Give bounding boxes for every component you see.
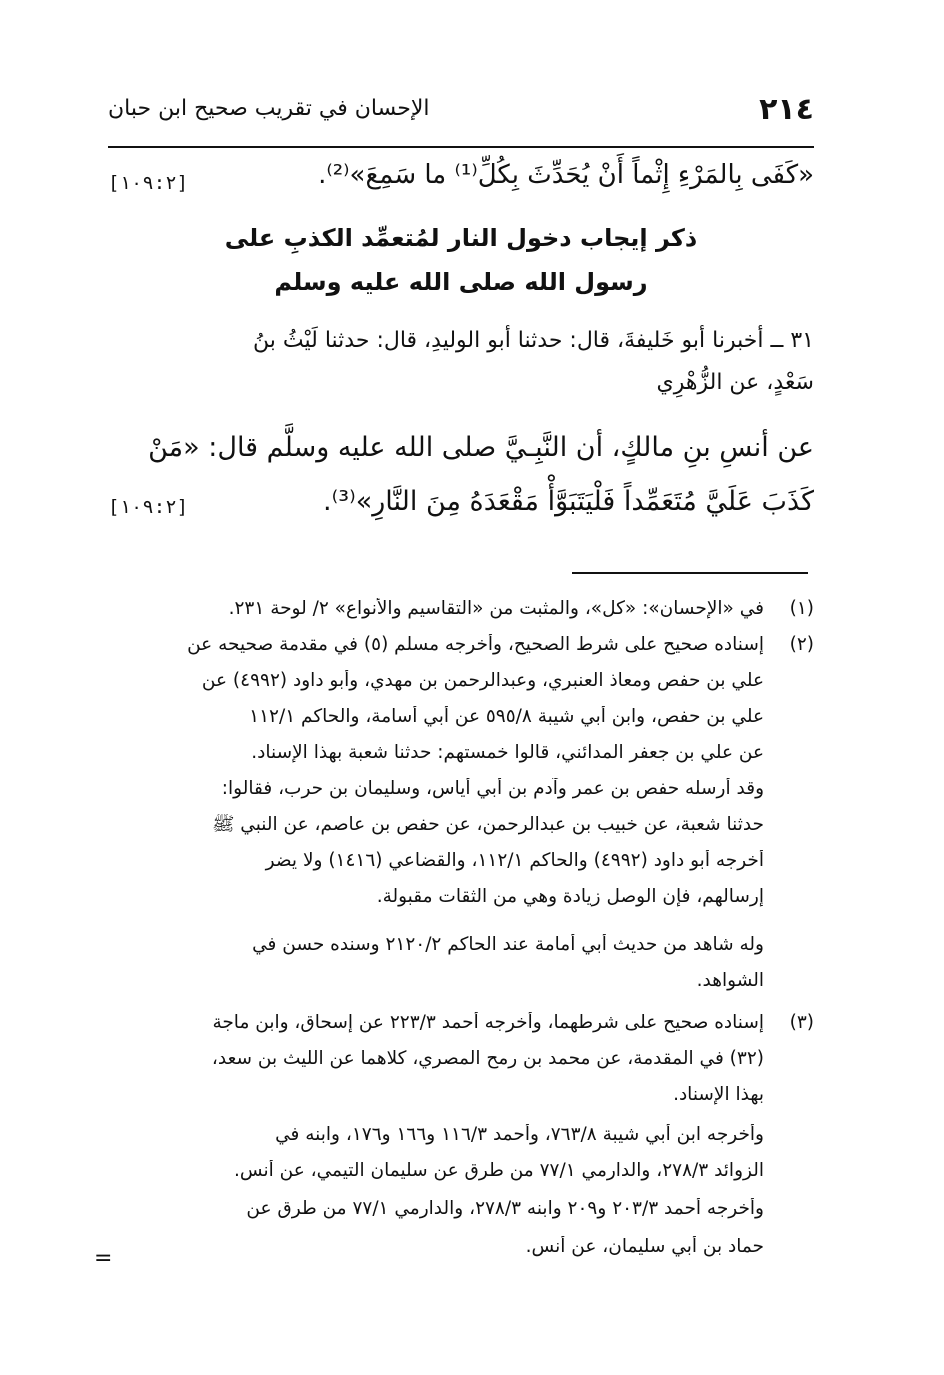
footnote-line: علي بن حفص ومعاذ العنبري، وعبدالرحمن بن مهدي، وأبو داود (٤٩٩٢) عن <box>201 670 764 691</box>
footnote-2-line <box>108 742 814 774</box>
continuation-mark: = <box>94 1246 113 1271</box>
footnote-3-line <box>108 1236 814 1268</box>
footnote-divider <box>572 572 808 574</box>
footnote-line: وله شاهد من حديث أبي أمامة عند الحاكم ٢١٢٠/٢ وسنده حسن في <box>252 934 764 955</box>
footnote-line: إرسالهم، فإن الوصل زيادة وهي من الثقات مقبولة. <box>376 886 764 907</box>
footnote-line: عن علي بن جعفر المدائني، قالوا خمستهم: حدثنا شعبة بهذا الإسناد. <box>251 742 764 763</box>
footnote-1 <box>108 598 814 630</box>
footnote-line: وأخرجه أحمد ٢٠٣/٣ و٢٠٩ وابنه ٢٧٨/٣، والدارمي ٧٧/١ من طرق عن <box>246 1198 764 1219</box>
footnote-2-line <box>108 850 814 882</box>
footnote-line: (٣٢) في المقدمة، عن محمد بن رمح المصري، كلاهما عن الليث بن سعد، <box>211 1048 764 1069</box>
footnote-2-line <box>108 706 814 738</box>
prev-hadith-text: «كَفَى بِالمَرْءِ إِثْماً أَنْ يُحَدِّثَ بِكُلِّ⁽¹⁾ ما سَمِعَ»⁽²⁾. <box>318 160 814 190</box>
footnote-line: علي بن حفص، وابن أبي شيبة ٥٩٥/٨ عن أبي أسامة، والحاكم ١١٢/١ <box>249 706 764 727</box>
footnote-3-line <box>108 1048 814 1080</box>
hadith-matn-line2: كَذَبَ عَلَيَّ مُتَعَمِّداً فَلْيَتَبَوَّأْ مَقْعَدَهُ مِنَ النَّارِ»⁽³⁾. <box>323 486 814 517</box>
footnote-2-line <box>108 934 814 966</box>
footnote-3 <box>108 1012 814 1044</box>
footnote-line: حدثنا شعبة، عن خبيب بن عبدالرحمن، عن حفص بن عاصم، عن النبي ﷺ <box>212 814 764 835</box>
section-heading-line2: رسول الله صلى الله عليه وسلم <box>274 268 648 296</box>
footnote-number: (٢) <box>789 634 814 655</box>
hadith-ref: [١٠٩:٢] <box>108 496 189 518</box>
footnote-line: بهذا الإسناد. <box>673 1084 764 1105</box>
footnote-number: (٣) <box>789 1012 814 1033</box>
footnote-line: وأخرجه ابن أبي شيبة ٧٦٣/٨، وأحمد ١١٦/٣ و١٦٦ و١٧٦، وابنه في <box>275 1124 764 1145</box>
footnote-line: إسناده صحيح على شرطهما، وأخرجه أحمد ٢٢٣/٣ عن إسحاق، وابن ماجة <box>212 1012 764 1033</box>
page-header <box>108 92 814 132</box>
hadith-isnad-line1: ٣١ ــ أخبرنا أبو خَليفةَ، قال: حدثنا أبو الوليدِ، قال: حدثنا لَيْثُ بنُ <box>253 328 814 353</box>
prev-hadith-ref: [١٠٩:٢] <box>108 172 189 194</box>
running-title: الإحسان في تقريب صحيح ابن حبان <box>108 96 430 121</box>
footnote-3-line <box>108 1160 814 1192</box>
footnote-number: (١) <box>789 598 814 619</box>
footnote-line: الشواهد. <box>696 970 764 991</box>
footnote-2 <box>108 634 814 666</box>
footnote-2-line <box>108 970 814 1002</box>
footnote-line: إسناده صحيح على شرط الصحيح، وأخرجه مسلم (٥) في مقدمة صحيحه عن <box>187 634 764 655</box>
footnote-line: الزوائد ٢٧٨/٣، والدارمي ٧٧/١ من طرق عن سليمان التيمي، عن أنس. <box>234 1160 764 1181</box>
footnote-2-line <box>108 778 814 810</box>
footnote-line: أخرجه أبو داود (٤٩٩٢) والحاكم ١١٢/١، والقضاعي (١٤١٦) ولا يضر <box>265 850 764 871</box>
footnote-line: حماد بن أبي سليمان، عن أنس. <box>525 1236 764 1257</box>
section-heading-line1: ذكر إيجاب دخول النار لمُتعمِّد الكذبِ على <box>224 224 698 252</box>
footnote-3-line <box>108 1084 814 1116</box>
hadith-matn-line1: عن أنسِ بنِ مالكٍ، أن النَّبِـيَّ صلى الله عليه وسلَّم قال: «مَنْ <box>148 432 814 463</box>
header-divider <box>108 146 814 148</box>
footnote-2-line <box>108 670 814 702</box>
footnote-3-line <box>108 1124 814 1156</box>
footnote-3-line <box>108 1198 814 1230</box>
footnote-2-line <box>108 886 814 918</box>
footnote-2-line <box>108 814 814 846</box>
page-number: ٢١٤ <box>759 92 814 127</box>
footnote-line: وقد أرسله حفص بن عمر وآدم بن أبي أياس، وسليمان بن حرب، فقالوا: <box>221 778 764 799</box>
hadith-isnad-line2: سَعْدٍ، عن الزُّهْرِي <box>656 370 814 395</box>
footnote-line: في «الإحسان»: «كل»، والمثبت من «التقاسيم والأنواع» ٢/ لوحة ٢٣١. <box>228 598 764 619</box>
